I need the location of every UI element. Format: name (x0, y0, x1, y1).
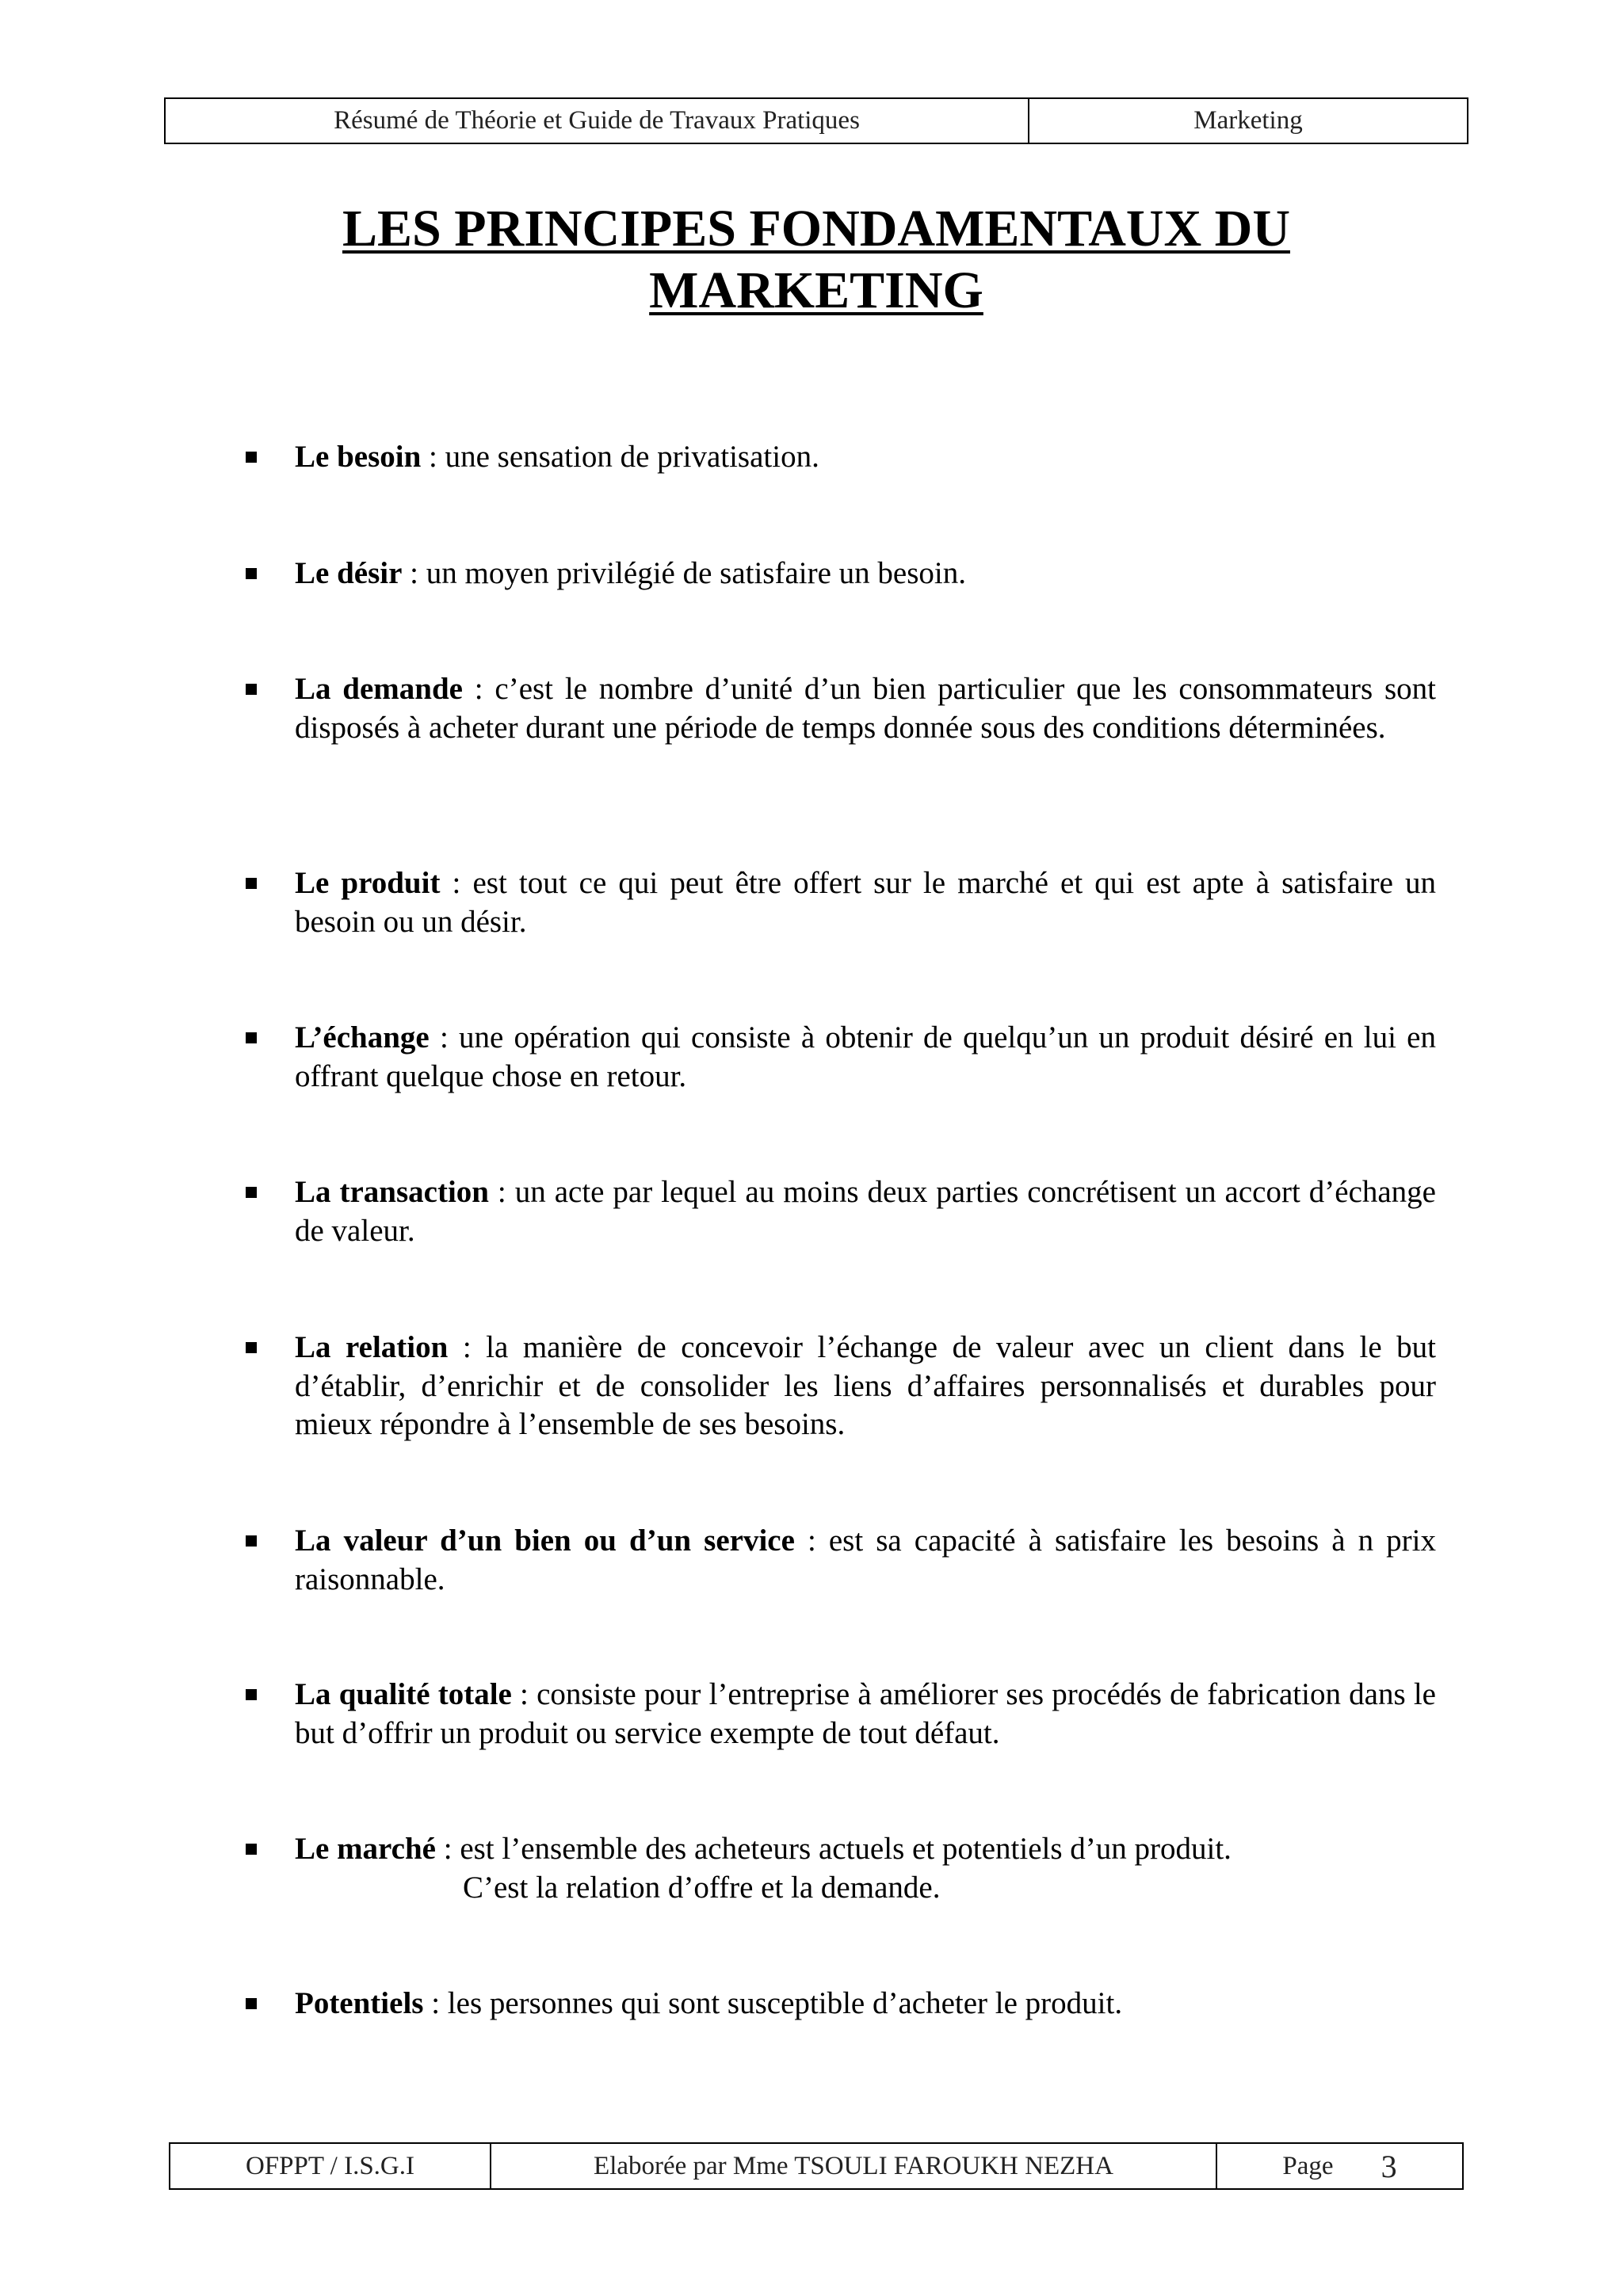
list-item (246, 1019, 1436, 1096)
square-bullet-icon (246, 878, 257, 889)
page-title (164, 198, 1468, 322)
header-subject: Marketing (1193, 106, 1303, 135)
list-item (246, 864, 1436, 941)
term: La demande (295, 672, 463, 706)
definition: : une sensation de privatisation. (421, 440, 819, 474)
definition: : la manière de concevoir l’échange de valeur avec un client dans le but d’établir, d’enrichir et de consolider les liens d’affaires personnalisés et durables pour mieux répondre à l’ensemble de ses besoins. (295, 1330, 1436, 1441)
term: Le produit (295, 866, 441, 900)
definition: : est tout ce qui peut être offert sur le marché et qui est apte à satisfaire un besoin ou un désir. (295, 866, 1436, 939)
footer-organization: OFPPT / I.S.G.I (170, 2144, 491, 2188)
term: La relation (295, 1330, 449, 1364)
list-item (246, 1329, 1436, 1444)
definition: : est sa capacité à satisfaire les besoins à n prix raisonnable. (295, 1524, 1436, 1596)
footer-page (1217, 2144, 1462, 2188)
list-item (246, 1985, 1436, 2023)
term: Potentiels (295, 1986, 424, 2020)
square-bullet-icon (246, 684, 257, 695)
term: Le besoin (295, 440, 422, 474)
term: La qualité totale (295, 1677, 512, 1711)
header-table (164, 97, 1468, 144)
list-item (246, 1173, 1436, 1250)
definition: : un moyen privilégié de satisfaire un besoin. (402, 556, 966, 590)
square-bullet-icon (246, 452, 257, 463)
definition: : une opération qui consiste à obtenir de quelqu’un un produit désiré en lui en offrant quelque chose en retour. (295, 1020, 1436, 1093)
definition: : est l’ensemble des acheteurs actuels et potentiels d’un produit. (435, 1832, 1232, 1866)
list-item (246, 1830, 1436, 1907)
page-number: 3 (1381, 2148, 1397, 2184)
square-bullet-icon (246, 1844, 257, 1855)
term: Le marché (295, 1832, 436, 1866)
term: La valeur d’un bien ou d’un service (295, 1524, 795, 1558)
term: L’échange (295, 1020, 430, 1055)
square-bullet-icon (246, 1689, 257, 1700)
list-item (246, 1676, 1436, 1753)
list-item (246, 438, 1436, 477)
square-bullet-icon (246, 1342, 257, 1353)
square-bullet-icon (246, 1535, 257, 1547)
term: Le désir (295, 556, 403, 590)
footer-author: Elaborée par Mme TSOULI FAROUKH NEZHA (491, 2144, 1217, 2188)
footer-table (169, 2142, 1464, 2190)
square-bullet-icon (246, 568, 257, 579)
square-bullet-icon (246, 1998, 257, 2009)
term: La transaction (295, 1175, 489, 1209)
definition-continuation: C’est la relation d’offre et la demande. (463, 1870, 941, 1905)
square-bullet-icon (246, 1032, 257, 1043)
list-item (246, 555, 1436, 593)
page-label: Page (1282, 2151, 1334, 2180)
definition: : un acte par lequel au moins deux parties concrétisent un accort d’échange de valeur. (295, 1175, 1436, 1248)
header-document-title: Résumé de Théorie et Guide de Travaux Pratiques (166, 99, 1029, 143)
page-title-line2: MARKETING (649, 261, 983, 319)
list-item (246, 1522, 1436, 1599)
page-title-line1: LES PRINCIPES FONDAMENTAUX DU (342, 200, 1291, 257)
definition: : c’est le nombre d’unité d’un bien particulier que les consommateurs sont disposés à acheter durant une période de temps donnée sous des conditions déterminées. (295, 672, 1436, 745)
square-bullet-icon (246, 1187, 257, 1198)
list-item (246, 670, 1436, 747)
definition: : consiste pour l’entreprise à améliorer ses procédés de fabrication dans le but d’offrir un produit ou service exempte de tout défaut. (295, 1677, 1436, 1750)
definition: : les personnes qui sont susceptible d’acheter le produit. (423, 1986, 1123, 2020)
